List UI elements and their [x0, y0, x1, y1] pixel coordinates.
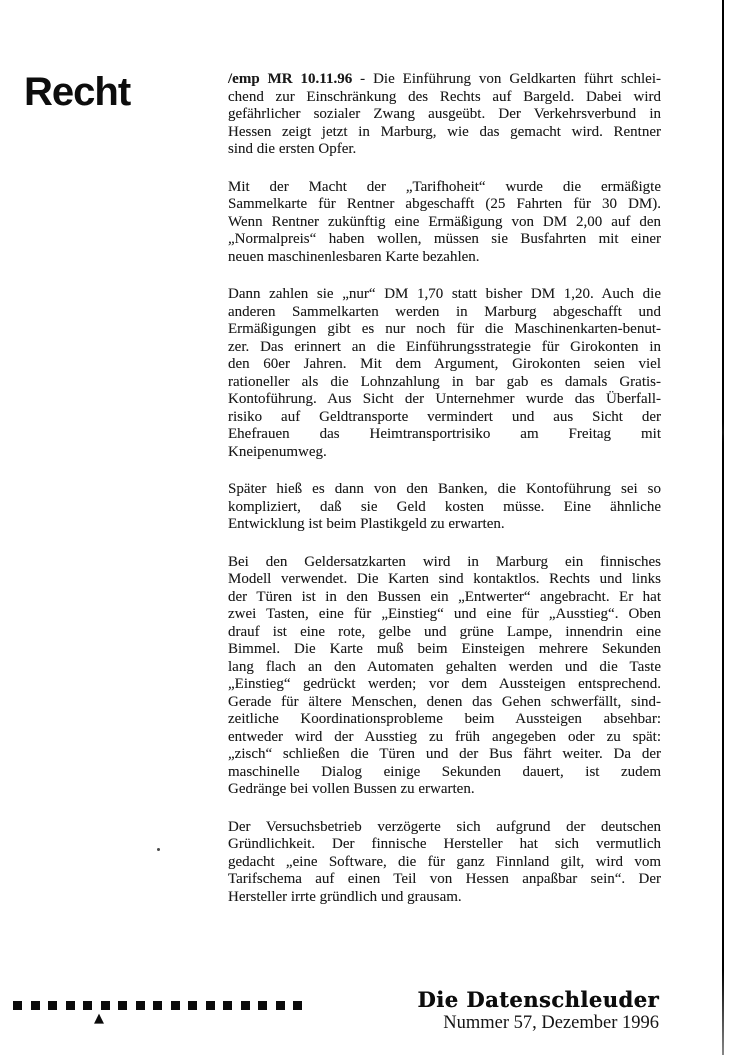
paragraph	[228, 554, 661, 799]
square-mark	[118, 1001, 127, 1010]
square-mark	[171, 1001, 180, 1010]
text-line: Mit der Macht der „Tarifhoheit“ wurde die ermäßigte	[228, 178, 661, 195]
magazine-title: Die Datenschleuder	[417, 987, 659, 1012]
text-line: Bimmel. Die Karte muß beim Einsteigen mehrere Sekunden	[228, 641, 661, 657]
text-line: neuen maschinenlesbaren Karte bezahlen.	[228, 248, 480, 265]
text-line: Kneipenumweg.	[228, 443, 327, 460]
text-line: zer. Das erinnert an die Einführungsstrategie für Girokonten in	[228, 338, 661, 355]
magazine-footer	[417, 988, 659, 1034]
text-line: risiko auf Geldtransporte vermindert und aus Sicht der	[228, 408, 661, 425]
square-mark	[66, 1001, 75, 1010]
text-line: „Normalpreis“ haben wollen, müssen sie Busfahrten mit einer	[228, 231, 661, 247]
text-line: Später hieß es dann von den Banken, die Kontoführung sei so	[228, 481, 661, 497]
paragraph	[228, 71, 661, 159]
square-mark	[101, 1001, 110, 1010]
text-line: „zisch“ schließen die Türen und der Bus fährt weiter. Da der	[228, 746, 661, 762]
square-mark	[241, 1001, 250, 1010]
section-title: Recht	[24, 70, 131, 114]
text-line: Tarifschema auf einen Teil von Hessen anpaßbar sein“. Der	[228, 871, 661, 887]
text-line: Bei den Geldersatzkarten wird in Marburg ein finnisches	[228, 553, 661, 570]
square-mark	[188, 1001, 197, 1010]
text-line: rationeller als die Lohnzahlung in bar gab es damals Gratis-	[228, 373, 661, 390]
text-line: gefährlicher sozialer Zwang ausgeübt. Der Verkehrsverbund in	[228, 106, 661, 122]
square-mark	[258, 1001, 267, 1010]
paragraph	[228, 179, 661, 267]
text-line: Gedränge bei vollen Bussen zu erwarten.	[228, 781, 475, 797]
text-line: Hersteller irrte gründlich und grausam.	[228, 888, 462, 905]
square-mark	[153, 1001, 162, 1010]
text-line: Modell verwendet. Die Karten sind kontaktlos. Rechts und links	[228, 571, 661, 587]
text-line: Entwicklung ist beim Plastikgeld zu erwarten.	[228, 516, 505, 532]
square-mark	[48, 1001, 57, 1010]
text-line: Kontoführung. Aus Sicht der Unternehmer wurde das Überfall-	[228, 391, 661, 407]
text-line: Der Versuchsbetrieb verzögerte sich aufgrund der deutschen	[228, 818, 661, 835]
text-line: drauf ist eine rote, gelbe und grüne Lampe, innendrin eine	[228, 623, 661, 640]
article-body	[228, 71, 661, 926]
text-line: Sammelkarte für Rentner abgeschafft (25 Fahrten für 30 DM).	[228, 196, 661, 212]
square-mark	[223, 1001, 232, 1010]
text-line: maschinelle Dialog einige Sekunden dauert, ist zudem	[228, 763, 661, 780]
text-line: „Einstieg“ gedrückt werden; vor dem Aussteigen entsprechend.	[228, 676, 661, 692]
square-mark	[13, 1001, 22, 1010]
text-line: Gerade für ältere Menschen, denen das Gehen schwerfällt, sind-	[228, 693, 661, 710]
text-line: zwei Tasten, eine für „Einstieg“ und eine für „Ausstieg“. Oben	[228, 606, 661, 622]
square-mark	[83, 1001, 92, 1010]
text-line: Dann zahlen sie „nur“ DM 1,70 statt bisher DM 1,20. Auch die	[228, 286, 661, 302]
square-mark	[293, 1001, 302, 1010]
text-line: zeitliche Koordinationsprobleme beim Aussteigen absehbar:	[228, 711, 661, 727]
square-mark	[276, 1001, 285, 1010]
text-line: der Türen ist in den Bussen ein „Entwerter“ angebracht. Er hat	[228, 588, 661, 605]
text-line: entweder wird der Ausstieg zu früh angegeben oder zu spät:	[228, 728, 661, 745]
text-line: sind die ersten Opfer.	[228, 141, 357, 157]
triangle-marker: ▲	[94, 1011, 104, 1026]
text-line: den 60er Jahren. Mit dem Argument, Girokonten seien viel	[228, 356, 661, 372]
article-dateline: /emp MR 10.11.96	[228, 71, 353, 87]
paragraph	[228, 481, 661, 534]
page-edge-rule	[722, 0, 724, 1055]
magazine-issue: Nummer 57, Dezember 1996	[443, 1013, 659, 1033]
text-line: kompliziert, daß sie Geld kosten müsse. Eine ähnliche	[228, 498, 661, 515]
text-line: gedacht „eine Software, die für ganz Finnland gilt, wird vom	[228, 853, 661, 870]
text-line: lang flach an den Automaten gehalten werden und die Taste	[228, 658, 661, 675]
text-line: chend zur Einschränkung des Rechts auf Bargeld. Dabei wird	[228, 88, 661, 105]
paragraph	[228, 286, 661, 461]
dotted-rule	[13, 1001, 302, 1010]
text-line: /emp MR 10.11.96 - Die Einführung von Geldkarten führt schlei-	[228, 71, 662, 87]
text-line: Ermäßigungen gibt es nur noch für die Maschinenkarten-benut-	[228, 321, 661, 337]
scan-artifact	[157, 848, 160, 851]
text-line: anderen Sammelkarten werden in Marburg abgeschafft und	[228, 303, 661, 320]
paragraph	[228, 819, 661, 907]
text-line: Gründlichkeit. Der finnische Hersteller hat sich vermutlich	[228, 836, 661, 852]
text-line: Ehefrauen das Heimtransportrisiko am Freitag mit	[228, 426, 661, 442]
text-line: Hessen zeigt jetzt in Marburg, wie das gemacht wird. Rentner	[228, 123, 661, 140]
text-line: Wenn Rentner zukünftig eine Ermäßigung von DM 2,00 auf den	[228, 213, 661, 230]
square-mark	[136, 1001, 145, 1010]
square-mark	[206, 1001, 215, 1010]
square-mark	[31, 1001, 40, 1010]
